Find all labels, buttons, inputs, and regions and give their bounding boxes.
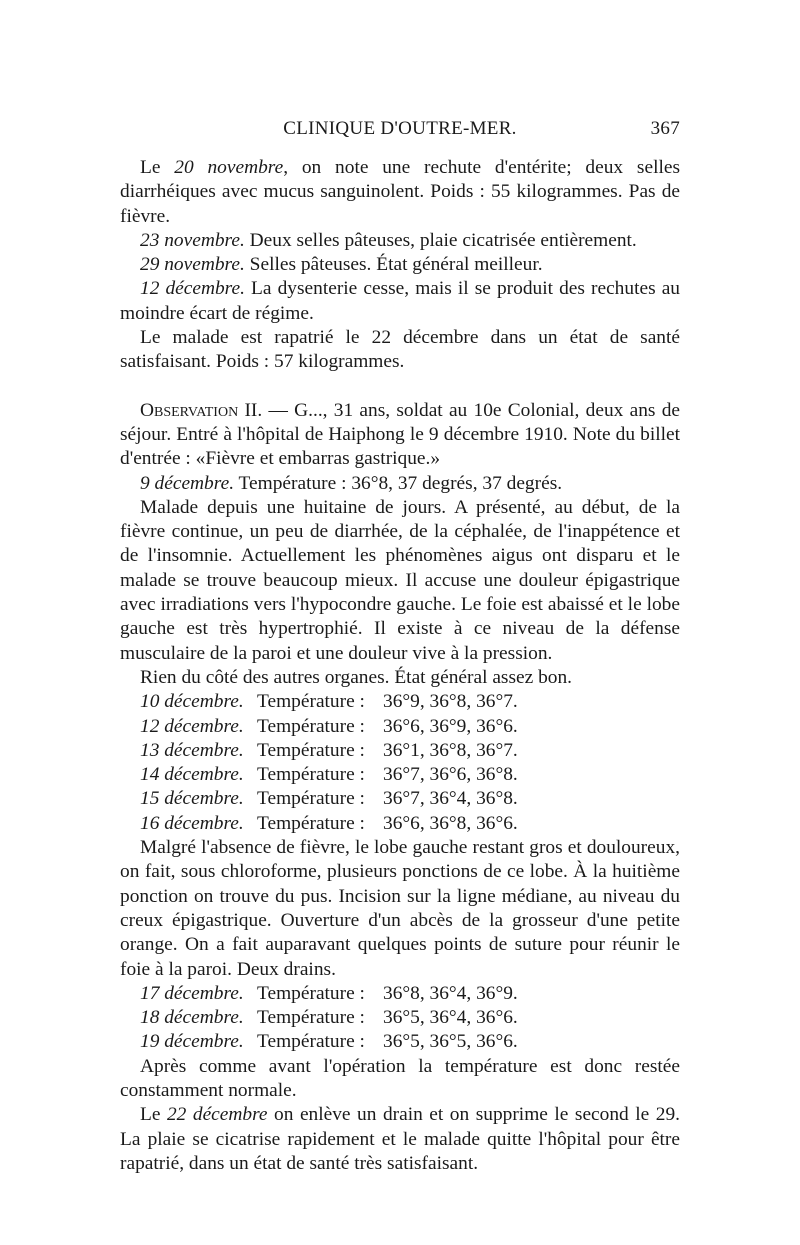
text-discharge-lead: Le <box>140 1104 167 1126</box>
paragraph-repatriation: Le malade est rapatrié le 22 décembre dans un état de santé satisfaisant. Poids : 57 kilogrammes. <box>120 327 680 373</box>
date-nov23: 23 novembre. <box>140 229 245 251</box>
temperature-label: Température : <box>257 788 365 810</box>
text-nov29: Selles pâteuses. État général meilleur. <box>244 254 543 276</box>
temperature-values: 36°6, 36°8, 36°6. <box>383 812 518 834</box>
paragraph-observation-ii <box>120 399 680 472</box>
date-dec9: 9 décembre. <box>140 472 235 494</box>
temperature-values: 36°5, 36°4, 36°6. <box>383 1007 518 1029</box>
temperature-label: Température : <box>257 1031 365 1053</box>
temperature-date: 16 décembre. <box>140 812 244 834</box>
text-discharge: on enlève un drain et on supprime le second le 29. La plaie se cicatrise rapidement et le malade quitte l'hôpital pour être rapatrié, dans un état de santé très satisfaisant. <box>120 1104 680 1174</box>
temperature-label: Température : <box>257 812 365 834</box>
body-text <box>120 156 680 1176</box>
paragraph-discharge <box>120 1103 680 1176</box>
text-dec12: La dysenterie cesse, mais il se produit des rechutes au moindre écart de régime. <box>120 278 680 324</box>
temperature-date: 12 décembre. <box>140 715 244 737</box>
temperature-entry <box>120 982 680 1006</box>
text-nov20: , on note une rechute d'entérite; deux selles diarrhéiques avec mucus sanguinolent. Poids : 55 kilogrammes. Pas de fièvre. <box>120 157 680 227</box>
temperature-entry <box>120 690 680 714</box>
observation-intro: — G..., 31 ans, soldat au 10e Colonial, deux ans de séjour. Entré à l'hôpital de Haiphong le 9 décembre 1910. Note du billet d'entrée : «Fièvre et embarras gastrique.» <box>120 399 680 470</box>
observation-label: Observation II. <box>140 399 263 421</box>
date-dec22: 22 décembre <box>166 1104 268 1126</box>
temperature-values: 36°6, 36°9, 36°6. <box>383 715 518 737</box>
temperature-date: 14 décembre. <box>140 764 244 786</box>
temperature-values: 36°9, 36°8, 36°7. <box>383 691 518 713</box>
date-dec12: 12 décembre. <box>140 278 245 300</box>
paragraph-operation: Malgré l'absence de fièvre, le lobe gauche restant gros et douloureux, on fait, sous chloroforme, plusieurs ponctions de ce lobe. À la huitième ponction on trouve du pus. Incision sur la ligne médiane, au niveau du creux épigastrique. Ouverture d'un abcès de la grosseur d'une petite orange. On a fait auparavant quelques points de suture pour réunir le foie à la paroi. Deux drains. <box>120 837 680 980</box>
temperature-label: Température : <box>257 764 365 786</box>
temperature-entry <box>120 763 680 787</box>
text-nov23: Deux selles pâteuses, plaie cicatrisée entièrement. <box>244 229 637 251</box>
running-title: CLINIQUE D'OUTRE-MER. <box>283 118 517 139</box>
temperature-values: 36°8, 36°4, 36°9. <box>383 982 518 1004</box>
temperature-entry <box>120 787 680 811</box>
temperature-entry <box>120 715 680 739</box>
paragraph-other-organs: Rien du côté des autres organes. État général assez bon. <box>140 666 573 688</box>
temperature-date: 19 décembre. <box>140 1031 244 1053</box>
temperature-date: 15 décembre. <box>140 788 244 810</box>
temperature-label: Température : <box>257 1007 365 1029</box>
section-gap <box>120 375 680 399</box>
page-number: 367 <box>650 118 680 139</box>
temperature-values: 36°5, 36°5, 36°6. <box>383 1031 518 1053</box>
paragraph-conclusion: Après comme avant l'opération la température est donc restée constamment normale. <box>120 1055 680 1101</box>
temperature-entry <box>120 1006 680 1030</box>
temperature-label: Température : <box>257 982 365 1004</box>
temperature-date: 17 décembre. <box>140 982 244 1004</box>
temperature-values: 36°7, 36°4, 36°8. <box>383 788 518 810</box>
temperature-list-before <box>120 690 680 836</box>
temperature-date: 18 décembre. <box>140 1007 244 1029</box>
temperature-date: 13 décembre. <box>140 739 244 761</box>
temperature-list-after <box>120 982 680 1055</box>
paragraph-nov23 <box>120 229 680 253</box>
paragraph-nov29 <box>120 253 680 277</box>
temperature-label: Température : <box>257 715 365 737</box>
temperature-date: 10 décembre. <box>140 691 244 713</box>
date-nov20: 20 novembre <box>174 157 284 178</box>
text-dec9: Température : 36°8, 37 degrés, 37 degrés. <box>234 472 563 494</box>
temperature-values: 36°7, 36°6, 36°8. <box>383 764 518 786</box>
temperature-entry <box>120 1030 680 1054</box>
running-head <box>120 118 680 146</box>
paragraph-dec12 <box>120 277 680 326</box>
temperature-label: Température : <box>257 691 365 713</box>
temperature-values: 36°1, 36°8, 36°7. <box>383 739 518 761</box>
temperature-entry <box>120 739 680 763</box>
paragraph-nov20: Le 20 novembre, on note une rechute d'entérite; deux selles diarrhéiques avec mucus sanguinolent. Poids : 55 kilogrammes. Pas de fièvre. <box>120 157 680 227</box>
temperature-entry <box>120 812 680 836</box>
paragraph-dec9 <box>120 472 680 496</box>
date-nov29: 29 novembre. <box>140 254 245 276</box>
paragraph-history: Malade depuis une huitaine de jours. A présenté, au début, de la fièvre continue, un peu de diarrhée, de la céphalée, de l'inappétence et de l'insomnie. Actuellement les phénomènes aigus ont disparu et le malade se trouve beaucoup mieux. Il accuse une douleur épigastrique avec irradiations vers l'hypocondre gauche. Le foie est abaissé et le lobe gauche est très hypertrophié. Il existe à ce niveau de la défense musculaire de la paroi et une douleur vive à la pression. <box>120 496 680 664</box>
temperature-label: Température : <box>257 739 365 761</box>
